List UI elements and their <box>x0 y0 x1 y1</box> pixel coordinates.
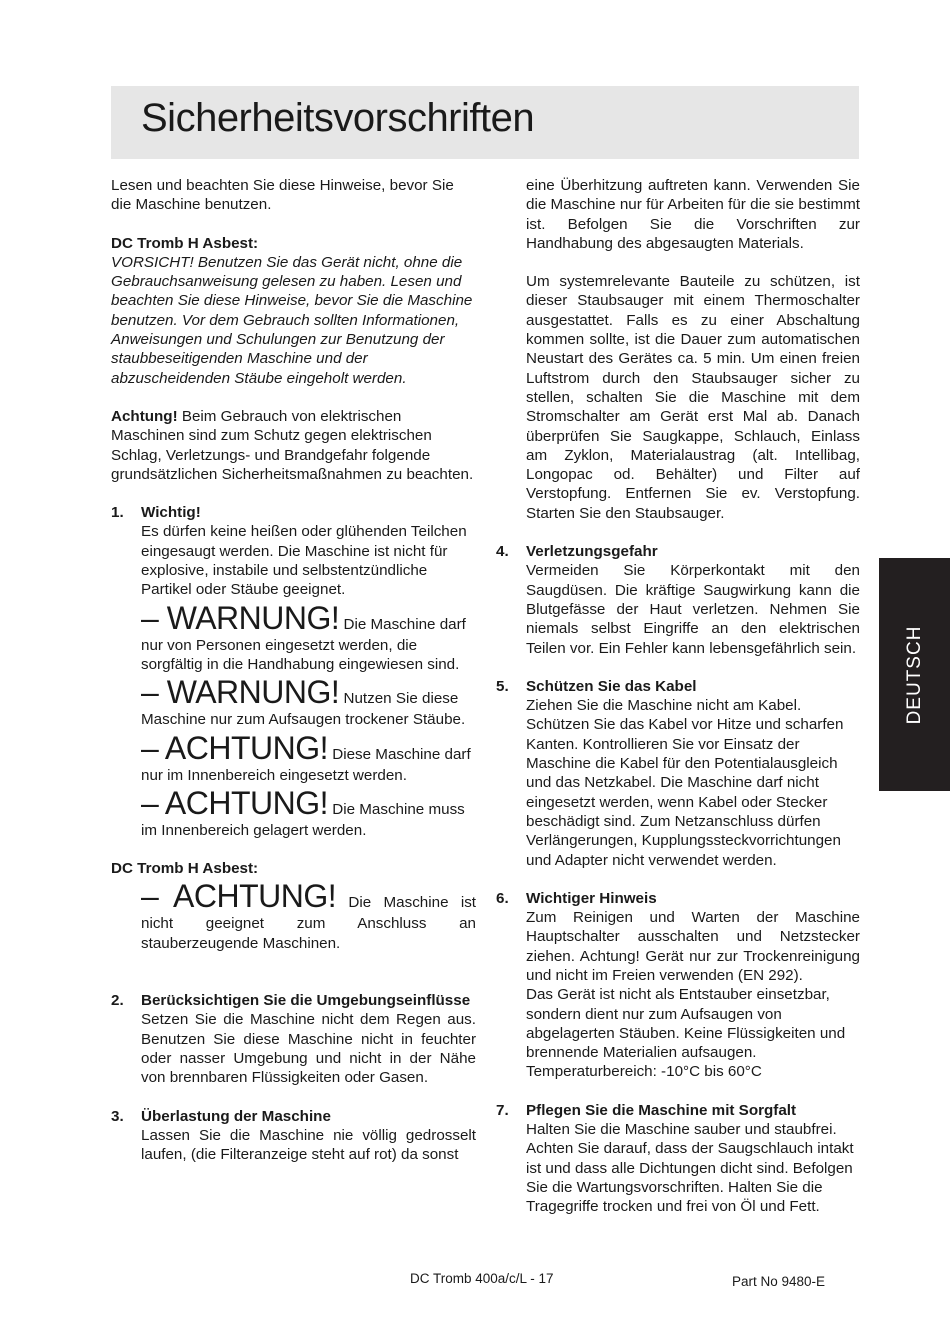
achtung-paragraph <box>111 407 476 484</box>
left-column <box>111 176 476 1164</box>
item-4 <box>496 542 860 658</box>
continued-text: eine Überhitzung auftreten kann. Verwenden Sie die Maschine nur für Arbeiten für die sie bestimmt ist. Befolgen Sie die Vorschriften zur Handhabung des abgesaugten Materials. <box>526 177 860 252</box>
warning-text: Nutzen Sie diese Maschine nur zum Aufsaugen trockener Stäube. <box>141 690 466 729</box>
page-title: Sicherheitsvorschriften <box>141 96 535 140</box>
asbest-warning <box>111 878 476 953</box>
title-bar <box>111 86 859 159</box>
item-title: Überlastung der Maschine <box>141 1107 331 1125</box>
item-6 <box>496 889 860 1082</box>
warning-1 <box>141 600 476 675</box>
achtung-text: Beim Gebrauch von elektrischen Maschinen sind zum Schutz gegen elektrischen Schlag, Verletzungs- und Brandgefahr folgende grundsätzlichen Sicherheitsmaßnahmen zu beachten. <box>111 407 474 483</box>
item-title: Schützen Sie das Kabel <box>526 677 697 695</box>
warning-5 <box>141 878 476 953</box>
page-footer: DC Tromb 400a/c/L - 17 <box>410 1271 554 1286</box>
warning-label: – ACHTUNG! <box>141 878 337 915</box>
item-title: Wichtig! <box>141 504 201 522</box>
item-5 <box>496 677 860 870</box>
asbest-warning-text: VORSICHT! Benutzen Sie das Gerät nicht, ohne die Gebrauchsanweisung gelesen zu haben. Lesen und beachten Sie diese Hinweise, bevor Sie die Maschine benutzen. Vor dem Gebrauch sollten Informationen, Anweisungen und Schulungen zur Benutzung der staubbeseitigenden Maschine und der abzuscheidenden Stäube eingeholt werden. <box>111 253 473 387</box>
item-title: Berücksichtigen Sie die Umgebungseinflüsse <box>141 992 471 1010</box>
item-text: Ziehen Sie die Maschine nicht am Kabel. Schützen Sie das Kabel vor Hitze und scharfen Kanten. Kontrollieren Sie vor Einsatz der Maschine die Kabel für den Potentialausgleich und das Netzkabel. Die Maschine darf nicht eingesetzt werden, wenn Kabel oder Stecker beschädigt sind. Zum Netzanschluss dürfen Verlängerungen, Kupplungssteckvorrichtungen und Adapter nicht verwendet werden. <box>526 697 844 869</box>
language-label: DEUTSCH <box>903 625 925 724</box>
warning-text: Die Maschine ist nicht geeignet zum Anschluss an stauberzeugende Maschinen. <box>141 894 477 952</box>
part-number: Part No 9480-E <box>732 1274 826 1289</box>
warning-4 <box>141 785 476 840</box>
warning-2 <box>141 674 476 729</box>
thermo-text: Um systemrelevante Bauteile zu schützen, ist dieser Staubsauger mit einem Thermoschalter ausgestattet. Falls es zu einer Abschaltung kommen sollte, ist die Dauer zum automatischen Neustart des Gerätes ca. 5 min. Um einen freien Luftstrom durch den Staubsauger sicher zu stellen, schalten Sie die Maschine mit dem Stromschalter am Gerät erst Mal ab. Danach überprüfen Sie Saugkappe, Schlauch, Einlass am Zyklon, Materialaustrag (alt. Intellibag, Longopac od. Behälter) und Filter auf Verstopfung. Entfernen Sie ev. Verstopfung. Starten Sie den Staubsauger. <box>526 273 860 522</box>
warning-text: Die Maschine muss im Innenbereich gelagert werden. <box>141 800 465 839</box>
warning-label: – WARNUNG! <box>141 674 340 711</box>
warning-label: – ACHTUNG! <box>141 784 329 821</box>
item-text: Zum Reinigen und Warten der Maschine Hauptschalter ausschalten und Netzstecker ziehen. Achtung! Gerät nur zur Trockenreinigung und nicht im Freien verwenden (EN 292). <box>526 909 860 984</box>
achtung-label: Achtung! <box>111 407 178 425</box>
asbest-heading-2: DC Tromb H Asbest: <box>111 860 259 878</box>
warning-label: – WARNUNG! <box>141 599 340 636</box>
warning-3 <box>141 730 476 785</box>
item-text: Setzen Sie die Maschine nicht dem Regen aus. Benutzen Sie diese Maschine nicht in feuchter oder nasser Umgebung und nicht in der Nähe von brennbaren Flüssigkeiten oder Gasen. <box>141 1011 476 1087</box>
warning-text: Diese Maschine darf nur im Innenbereich eingesetzt werden. <box>141 745 471 784</box>
item-title: Pflegen Sie die Maschine mit Sorgfalt <box>526 1101 797 1119</box>
item-text: Es dürfen keine heißen oder glühenden Teilchen eingesaugt werden. Die Maschine ist nicht für explosive, instabile und selbstentzündliche Partikel oder Stäube geeignet. <box>141 523 467 599</box>
asbest-heading: DC Tromb H Asbest: <box>111 234 259 252</box>
item-1 <box>111 503 476 840</box>
item-number: 3. <box>111 1107 124 1125</box>
language-tab <box>879 558 950 791</box>
item-text-2: Das Gerät ist nicht als Entstauber einsetzbar, sondern dient nur zum Aufsaugen von abgelagerten Stäuben. Keine Flüssigkeiten und brennende Materialien aufsaugen. <box>526 986 846 1062</box>
item-number: 4. <box>496 543 509 561</box>
item-text: Vermeiden Sie Körperkontakt mit den Saugdüsen. Die kräftige Saugwirkung kann die Blutgefässe der Haut verletzen. Nehmen Sie niemals selbst Eingriffe an den elektrischen Teilen vor. Ein Fehler kann lebensgefährlich sein. <box>526 562 860 657</box>
item-text: Lassen Sie die Maschine nie völlig gedrosselt laufen, (die Filteranzeige steht auf rot) da sonst <box>141 1126 476 1164</box>
temperature-range: Temperaturbereich: -10°C bis 60°C <box>526 1063 762 1081</box>
item-title: Wichtiger Hinweis <box>526 889 657 907</box>
item-text: Halten Sie die Maschine sauber und staubfrei. Achten Sie darauf, dass der Saugschlauch intakt ist und dass alle Dichtungen dicht sind. Befolgen Sie die Wartungsvorschriften. Halten Sie die Tragegriffe trocken und frei von Öl und Fett. <box>526 1121 854 1216</box>
item-7 <box>496 1101 860 1217</box>
item-3 <box>111 1107 476 1165</box>
item-title: Verletzungsgefahr <box>526 543 658 561</box>
right-column <box>496 176 860 1217</box>
item-2 <box>111 991 476 1087</box>
warning-label: – ACHTUNG! <box>141 729 329 766</box>
item-number: 7. <box>496 1101 509 1119</box>
item-number: 5. <box>496 677 509 695</box>
item-number: 2. <box>111 992 124 1010</box>
warning-text: Die Maschine darf nur von Personen eingesetzt werden, die sorgfältig in die Handhabung eingewiesen sind. <box>141 615 466 673</box>
intro-text: Lesen und beachten Sie diese Hinweise, bevor Sie die Maschine benutzen. <box>111 177 454 214</box>
item-number: 6. <box>496 889 509 907</box>
item-number: 1. <box>111 504 124 522</box>
